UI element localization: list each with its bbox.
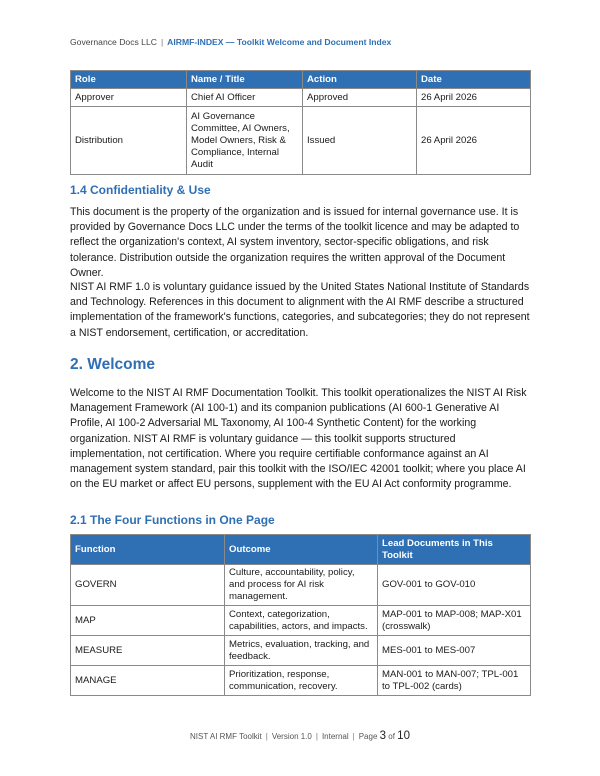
table-cell: Prioritization, response, communication, recovery. xyxy=(225,666,378,696)
nist-disclaimer-paragraph: NIST AI RMF 1.0 is voluntary guidance issued by the United States National Institute of Standards and Technology. References in this document to alignment with the AI RMF describe a structured implementation of the framework's functions, categories, and subcategories; they do not represent a NIST endorsement, certification, or accreditation. xyxy=(70,281,530,339)
column-header: Name / Title xyxy=(187,71,303,89)
column-header: Role xyxy=(71,71,187,89)
page-footer xyxy=(0,730,600,742)
table-cell: Culture, accountability, policy, and process for AI risk management. xyxy=(225,565,378,606)
table-header-row xyxy=(71,71,531,89)
table-cell: MANAGE xyxy=(71,666,225,696)
table-cell: Approver xyxy=(71,89,187,107)
section-heading-confidentiality: 1.4 Confidentiality & Use xyxy=(70,183,211,197)
welcome-paragraph: Welcome to the NIST AI RMF Documentation Toolkit. This toolkit operationalizes the NIST AI Risk Management Framework (AI 100-1) and its companion publications (AI 600-1 Generative AI Profile, AI 100-2 Adversarial ML Taxonomy, AI 100-4 Synthetic Content) for the working organization. NIST AI RMF is voluntary guidance — this toolkit supports structured implementation, not certification. Where you require certifiable conformance against an AI management system standard, pair this toolkit with the ISO/IEC 42001 toolkit; where you place AI on the EU market or affect EU persons, supplement with the EU AI Act conformity programme. xyxy=(70,387,527,491)
section-heading-four-functions: 2.1 The Four Functions in One Page xyxy=(70,513,275,527)
column-header: Function xyxy=(71,535,225,565)
table-cell: Distribution xyxy=(71,107,187,175)
table-cell: 26 April 2026 xyxy=(417,107,531,175)
column-header: Date xyxy=(417,71,531,89)
table-cell: 26 April 2026 xyxy=(417,89,531,107)
footer-separator: | xyxy=(265,732,268,741)
table-row xyxy=(71,89,531,107)
approval-table xyxy=(70,70,531,175)
table-cell: Chief AI Officer xyxy=(187,89,303,107)
table-header-row xyxy=(71,535,531,565)
table-cell: MES-001 to MES-007 xyxy=(378,636,531,666)
table-row xyxy=(71,565,531,606)
table-cell: GOVERN xyxy=(71,565,225,606)
confidentiality-paragraph: This document is the property of the organization and is issued for internal governance use. It is provided by Governance Docs LLC under the terms of the toolkit licence and may be adapted to reflect the organization's context, AI system inventory, sector-specific obligations, and risk tolerance. Distribution outside the organization requires the written approval of the Document Owner. xyxy=(70,206,520,279)
column-header: Action xyxy=(303,71,417,89)
footer-version: Version 1.0 xyxy=(271,732,312,741)
header-company: Governance Docs LLC xyxy=(70,37,157,47)
table-cell: MAN-001 to MAN-007; TPL-001 to TPL-002 (cards) xyxy=(378,666,531,696)
footer-classification: Internal xyxy=(321,732,349,741)
footer-separator: | xyxy=(352,732,355,741)
header-separator: | xyxy=(160,37,164,47)
footer-of-label: of xyxy=(388,732,395,741)
table-row xyxy=(71,666,531,696)
table-cell: MEASURE xyxy=(71,636,225,666)
table-cell: Issued xyxy=(303,107,417,175)
header-doc-title: AIRMF-INDEX — Toolkit Welcome and Document Index xyxy=(167,37,392,47)
table-cell: MAP xyxy=(71,606,225,636)
table-cell: Approved xyxy=(303,89,417,107)
section-heading-welcome: 2. Welcome xyxy=(70,356,156,373)
table-cell: AI Governance Committee, AI Owners, Model Owners, Risk & Compliance, Internal Audit xyxy=(187,107,303,175)
table-cell: Metrics, evaluation, tracking, and feedback. xyxy=(225,636,378,666)
footer-page-number: 3 xyxy=(379,730,387,742)
table-row xyxy=(71,107,531,175)
table-cell: Context, categorization, capabilities, actors, and impacts. xyxy=(225,606,378,636)
functions-table xyxy=(70,534,531,696)
page-header xyxy=(70,37,391,47)
footer-product: NIST AI RMF Toolkit xyxy=(190,732,262,741)
footer-page-label: Page xyxy=(358,732,378,741)
column-header: Lead Documents in This Toolkit xyxy=(378,535,531,565)
column-header: Outcome xyxy=(225,535,378,565)
footer-separator: | xyxy=(315,732,318,741)
table-row xyxy=(71,606,531,636)
footer-total-pages: 10 xyxy=(397,730,410,742)
table-row xyxy=(71,636,531,666)
table-cell: GOV-001 to GOV-010 xyxy=(378,565,531,606)
table-cell: MAP-001 to MAP-008; MAP-X01 (crosswalk) xyxy=(378,606,531,636)
